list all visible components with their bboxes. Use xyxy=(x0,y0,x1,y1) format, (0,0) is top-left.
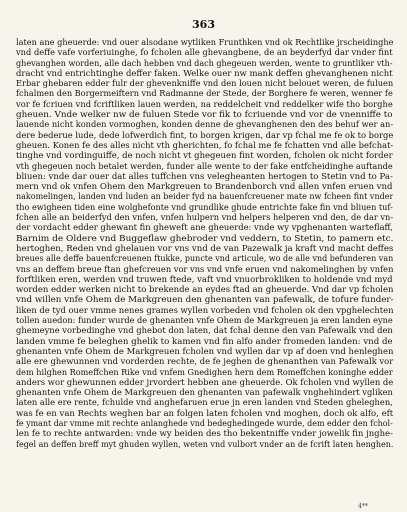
text-line: ghemeyne vorbedinghe vnd ghebot don laten, dat fchal denne den van Pafewalk vnd den xyxy=(16,325,393,336)
text-line: len fe to rechte antwarden: vnde wy beiden des tho bekentniffe vnder jowelik fin jnghe- xyxy=(16,428,393,439)
page-number: 363 xyxy=(192,18,215,31)
text-line: vnd willen vnfe Ohem de Markgreuen den ghenanten van pafewalk, de tofure funder- xyxy=(16,294,394,305)
text-line: gheuen. Vnde welker nw de fuluen Stede vor fik to fcriuende vnd vor de vnenniffe to xyxy=(16,109,393,120)
text-line: ghenanten vnfe Ohem de Markgreuen den ghenanten van pafewalk vnghehindert vgliken xyxy=(16,387,393,398)
text-line: alle ere ghewunnen vnd vorderden rechte, de fe jeghen de ghenanthen van Pafewalk vor xyxy=(16,356,394,367)
text-line: dracht vnd entrichtinghe deffer faken. Welke ouer nw mank deffen ghevanghenen nicht xyxy=(16,67,393,78)
text-line: tho ewigheen tiden eine wolghefonte vnd grundlike ghude entrichte fake fin vnd bliuen tuf- xyxy=(16,201,393,212)
text-line: vnd deffe vafe vorferiuinghe, fo fcholen alle ghevangbene, de an beyderfyd dar vnder fint xyxy=(16,47,393,58)
text-line: Barnim de Oldere vnd Buggeflaw ghebroder vnd veddern, to Stetin, to pamern etc. xyxy=(16,232,394,243)
text-line: vor fe fcriuen vnd fcriftliken lauen werden, na reddelcheit vnd reddelker wife tho borghe xyxy=(16,98,393,109)
text-line: laten ane gheuerde: vnd ouer alsodane wytliken Frunthken vnd ok Rechtlike jrscheidinghe xyxy=(16,37,393,47)
text-line: lauende nicht konden vormoghen, konden denne de ghevanghenen den des behuf wer an- xyxy=(16,119,394,130)
text-line: landen vmme fe beleghen ghelik to kamen vnd fin alfo ander fromeden landen: vnd de xyxy=(16,335,393,346)
text-line: bliuen: vnde dar ouer dat alles tuffchen vns velegheanten hertogen to Stetin vnd to Pa- xyxy=(16,170,393,181)
text-line: ghenanten vnfe Ohem de Markgreuen fcholen vnd wyllen dar vp af doen vnd henleghen xyxy=(16,345,394,356)
text-line: ghevanghen worden, alle dach hebben vnd dach ghegeuen werden, wente to gruntliker vth- xyxy=(16,57,393,68)
text-line: der vordacht edder ghewant fin gheweft ane gheuerde: vnde wy vpghenanten warteflaff, xyxy=(16,222,393,233)
text-line: breues alle deffe bauenfcreuenen ftukke, puncte vnd articule, wo de alle vnd befunderen van xyxy=(16,253,394,264)
body-text xyxy=(16,37,393,449)
text-line: was fe en van Rechts weghen bar an folgen laten fcholen vnd moghen, doch ok alfo, eft xyxy=(16,407,394,418)
footer-mark: 4** xyxy=(358,503,368,510)
text-line: vns an deffem breue ftan ghefcreuen vor vns vnd vnfe eruen vnd nakomelinghen by vnfen xyxy=(16,263,394,274)
text-line: fegel an deffen breff myt ghuden wyllen, weten vnd vulbort vnder an de fcrift laten henghen. xyxy=(16,438,394,449)
text-line: mern vnd ok vnfen Ohem den Markgreuen to Brandenborch vnd allen vnfen eruen vnd xyxy=(16,181,393,192)
text-line: fe ymant dar vmme mit rechte anlanghede vnd bedeghedingede wurde, dem edder den fchol- xyxy=(16,417,393,428)
text-line: dere bederue lude, dede lofwerdich fint, to borgen krigen, dar vp fchal me fe ok to borge xyxy=(16,129,394,140)
text-line: tinghe vnd vordinguiffe, de noch nicht vt ghegeuen fint worden, fcholen ok nicht forder xyxy=(16,150,393,161)
text-line: nakomelingen, landen vnd luden an beider fyd na bauenfcreuener mate nw fcheen fint vnder xyxy=(16,191,394,202)
text-line: worden edder werken nicht to brekende an eydes ftad an gheuerde. Vnd dar vp fcholen xyxy=(16,284,394,295)
text-line: hertoghen, Reden vnd ghelauen vor vns vnd de van Pazewalk ja kraft vnd macht deffes xyxy=(16,242,394,253)
text-line: forftliken eren, werden vnd truwen ftede, vaft vnd vnuorbrokliken to holdende vnd myd xyxy=(16,273,393,284)
text-line: tollen auedon: funder wurde de ghenanten vnfe Ohem de Markgreuen ja eren landen eyne xyxy=(16,315,393,326)
text-line: fchalmen den Borgermeiftern vnd Radmanne der Stede, der Borghere fe weren, wenner fe xyxy=(16,88,393,99)
text-line: fchen alle an beiderfyd den vnfen, vnfen hulpern vnd helpers helperen vnd den, de dar vn- xyxy=(16,212,394,223)
text-line: liken de tyd ouer vmme nenes grames wyllen vorbeden vnd fcholen ok den vpghelechten xyxy=(16,304,394,315)
text-line: dem hilghen Romeffchen Rike vnd vnfem Gnedighen hern dem Romeffchen koninghe edder xyxy=(16,366,393,377)
text-line: gheuen. Konen fe des alles nicht vth gherichten, fo fchal me fe fchatten vnd alle befchat- xyxy=(16,139,394,150)
text-line: anders wor ghewunnen edder jrvordert hebben ane gheuerde. Ok fcholen vnd wyllen de xyxy=(16,376,394,387)
text-line: laten alle ere rente, fchulde vnd anghefaruen erue jn eren landen vnd Steden gheleghen, xyxy=(16,397,393,408)
text-line: vth ghegeuen noch betalet werden, funder alle wente to der fake entfcheidinghe auftande xyxy=(16,160,393,171)
text-line: Erbar ghebaren edder fulr der ghevenkniffe vnd den louen nicht belouet weren, de fuluen xyxy=(16,78,394,89)
